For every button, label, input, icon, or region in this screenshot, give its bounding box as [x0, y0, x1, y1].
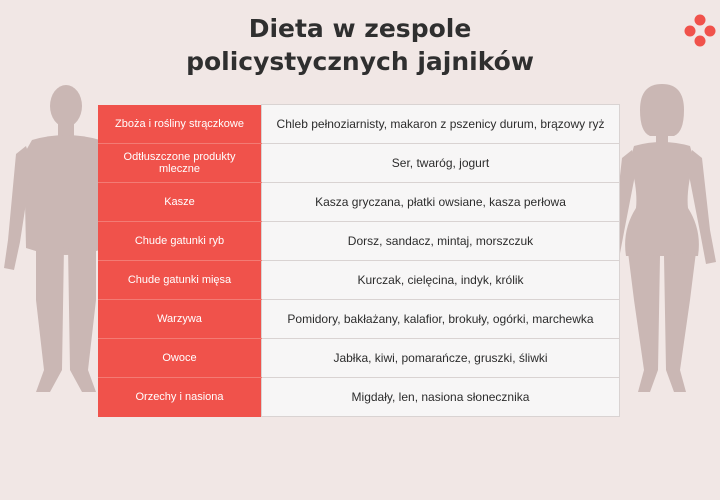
- table-row: [98, 222, 620, 261]
- items-cell: Dorsz, sandacz, mintaj, morszczuk: [262, 222, 620, 261]
- items-cell: Ser, twaróg, jogurt: [262, 144, 620, 183]
- category-cell: Chude gatunki mięsa: [98, 261, 262, 300]
- category-cell: Orzechy i nasiona: [98, 378, 262, 417]
- category-cell: Owoce: [98, 339, 262, 378]
- items-cell: Migdały, len, nasiona słonecznika: [262, 378, 620, 417]
- table-row: [98, 378, 620, 417]
- category-cell: Chude gatunki ryb: [98, 222, 262, 261]
- items-cell: Kasza gryczana, płatki owsiane, kasza perłowa: [262, 183, 620, 222]
- page-title: [0, 12, 720, 78]
- category-cell: Warzywa: [98, 300, 262, 339]
- table-row: [98, 144, 620, 183]
- table-row: [98, 339, 620, 378]
- items-cell: Kurczak, cielęcina, indyk, królik: [262, 261, 620, 300]
- four-dot-logo-icon: [683, 13, 717, 47]
- table-row: [98, 261, 620, 300]
- table-row: [98, 105, 620, 144]
- title-line-1: Dieta w zespole: [248, 14, 472, 43]
- table-row: [98, 183, 620, 222]
- female-silhouette-icon: [604, 80, 720, 400]
- category-cell: Kasze: [98, 183, 262, 222]
- items-cell: Chleb pełnoziarnisty, makaron z pszenicy durum, brązowy ryż: [262, 105, 620, 144]
- items-cell: Jabłka, kiwi, pomarańcze, gruszki, śliwki: [262, 339, 620, 378]
- table-row: [98, 300, 620, 339]
- category-cell: Zboża i rośliny strączkowe: [98, 105, 262, 144]
- title-line-2: policystycznych jajników: [186, 47, 534, 76]
- diet-table: [98, 104, 620, 417]
- category-cell: Odtłuszczone produkty mleczne: [98, 144, 262, 183]
- items-cell: Pomidory, bakłażany, kalafior, brokuły, ogórki, marchewka: [262, 300, 620, 339]
